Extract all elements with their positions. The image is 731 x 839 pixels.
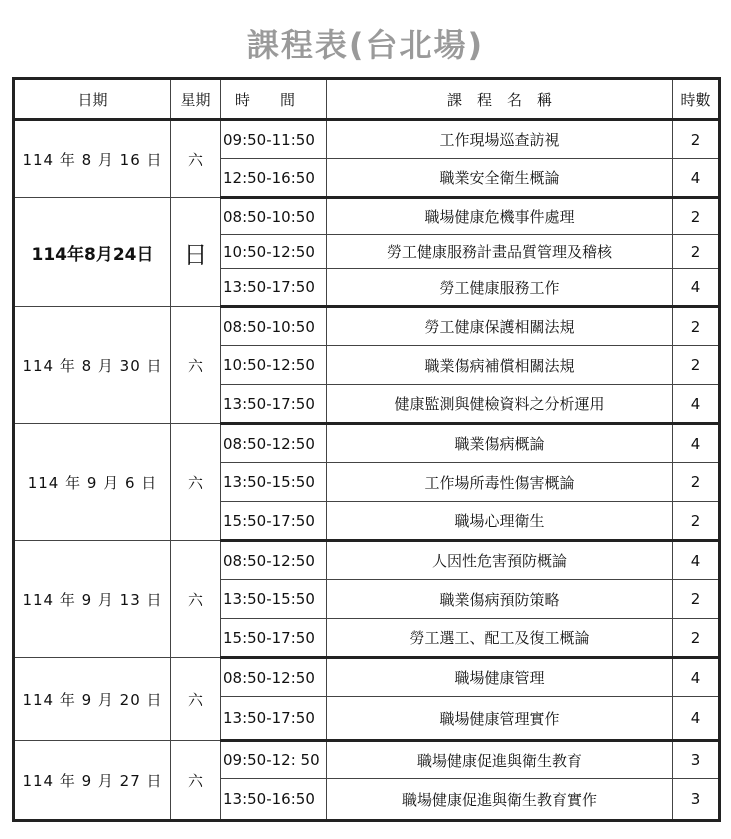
weekday-cell: 六 bbox=[171, 307, 221, 424]
course-cell: 職業傷病概論 bbox=[327, 424, 673, 463]
hours-cell: 2 bbox=[673, 580, 720, 619]
page-title: 課程表(台北場) bbox=[246, 26, 485, 64]
time-cell: 13:50-17:50 bbox=[221, 385, 327, 424]
course-cell: 工作場所毒性傷害概論 bbox=[327, 463, 673, 502]
course-cell: 職場健康管理 bbox=[327, 658, 673, 697]
time-cell: 13:50-17:50 bbox=[221, 269, 327, 307]
course-cell: 職業傷病預防策略 bbox=[327, 580, 673, 619]
time-cell: 09:50-11:50 bbox=[221, 120, 327, 159]
weekday-cell: 六 bbox=[171, 741, 221, 821]
weekday-cell: 六 bbox=[171, 541, 221, 658]
header-hours: 時數 bbox=[673, 79, 720, 120]
course-cell: 職場心理衛生 bbox=[327, 502, 673, 541]
hours-cell: 4 bbox=[673, 541, 720, 580]
course-cell: 職場健康危機事件處理 bbox=[327, 198, 673, 235]
hours-cell: 4 bbox=[673, 269, 720, 307]
time-cell: 13:50-17:50 bbox=[221, 697, 327, 741]
weekday-cell: 六 bbox=[171, 658, 221, 741]
date-cell: 114 年 9 月 13 日 bbox=[14, 541, 171, 658]
table-row bbox=[14, 120, 720, 159]
hours-cell: 4 bbox=[673, 385, 720, 424]
table-row bbox=[14, 198, 720, 235]
course-cell: 職場健康管理實作 bbox=[327, 697, 673, 741]
time-cell: 08:50-12:50 bbox=[221, 541, 327, 580]
hours-cell: 2 bbox=[673, 346, 720, 385]
course-cell: 職業安全衛生概論 bbox=[327, 159, 673, 198]
hours-cell: 2 bbox=[673, 502, 720, 541]
hours-cell: 4 bbox=[673, 159, 720, 198]
time-cell: 13:50-16:50 bbox=[221, 779, 327, 821]
date-cell: 114 年 8 月 30 日 bbox=[14, 307, 171, 424]
hours-cell: 2 bbox=[673, 619, 720, 658]
hours-cell: 4 bbox=[673, 697, 720, 741]
time-cell: 10:50-12:50 bbox=[221, 235, 327, 269]
time-cell: 09:50-12: 50 bbox=[221, 741, 327, 779]
header-weekday: 星期 bbox=[171, 79, 221, 120]
course-cell: 勞工健康服務計畫品質管理及稽核 bbox=[327, 235, 673, 269]
hours-cell: 2 bbox=[673, 463, 720, 502]
course-cell: 健康監測與健檢資料之分析運用 bbox=[327, 385, 673, 424]
course-cell: 職業傷病補償相關法規 bbox=[327, 346, 673, 385]
hours-cell: 4 bbox=[673, 424, 720, 463]
time-cell: 08:50-12:50 bbox=[221, 424, 327, 463]
time-cell: 08:50-10:50 bbox=[221, 307, 327, 346]
course-cell: 人因性危害預防概論 bbox=[327, 541, 673, 580]
date-cell: 114 年 9 月 27 日 bbox=[14, 741, 171, 821]
date-cell: 114 年 8 月 16 日 bbox=[14, 120, 171, 198]
header-row bbox=[14, 79, 720, 120]
course-cell: 職場健康促進與衛生教育 bbox=[327, 741, 673, 779]
course-cell: 職場健康促進與衛生教育實作 bbox=[327, 779, 673, 821]
table-row bbox=[14, 307, 720, 346]
time-cell: 08:50-12:50 bbox=[221, 658, 327, 697]
time-cell: 13:50-15:50 bbox=[221, 463, 327, 502]
date-cell: 114 年 9 月 20 日 bbox=[14, 658, 171, 741]
course-cell: 勞工選工、配工及復工概論 bbox=[327, 619, 673, 658]
hours-cell: 4 bbox=[673, 658, 720, 697]
hours-cell: 3 bbox=[673, 779, 720, 821]
header-time: 時 間 bbox=[221, 79, 327, 120]
header-course: 課 程 名 稱 bbox=[327, 79, 673, 120]
hours-cell: 2 bbox=[673, 198, 720, 235]
weekday-cell: 日 bbox=[171, 198, 221, 307]
hours-cell: 2 bbox=[673, 120, 720, 159]
table-row bbox=[14, 741, 720, 779]
course-cell: 勞工健康保護相關法規 bbox=[327, 307, 673, 346]
table-row bbox=[14, 541, 720, 580]
weekday-cell: 六 bbox=[171, 424, 221, 541]
course-cell: 工作現場巡查訪視 bbox=[327, 120, 673, 159]
date-cell: 114年8月24日 bbox=[14, 198, 171, 307]
time-cell: 12:50-16:50 bbox=[221, 159, 327, 198]
time-cell: 13:50-15:50 bbox=[221, 580, 327, 619]
table-row bbox=[14, 424, 720, 463]
table-row bbox=[14, 658, 720, 697]
course-cell: 勞工健康服務工作 bbox=[327, 269, 673, 307]
header-date: 日期 bbox=[14, 79, 171, 120]
time-cell: 15:50-17:50 bbox=[221, 502, 327, 541]
time-cell: 15:50-17:50 bbox=[221, 619, 327, 658]
date-cell: 114 年 9 月 6 日 bbox=[14, 424, 171, 541]
hours-cell: 2 bbox=[673, 235, 720, 269]
weekday-cell: 六 bbox=[171, 120, 221, 198]
hours-cell: 2 bbox=[673, 307, 720, 346]
hours-cell: 3 bbox=[673, 741, 720, 779]
time-cell: 10:50-12:50 bbox=[221, 346, 327, 385]
schedule-table bbox=[12, 77, 721, 822]
time-cell: 08:50-10:50 bbox=[221, 198, 327, 235]
